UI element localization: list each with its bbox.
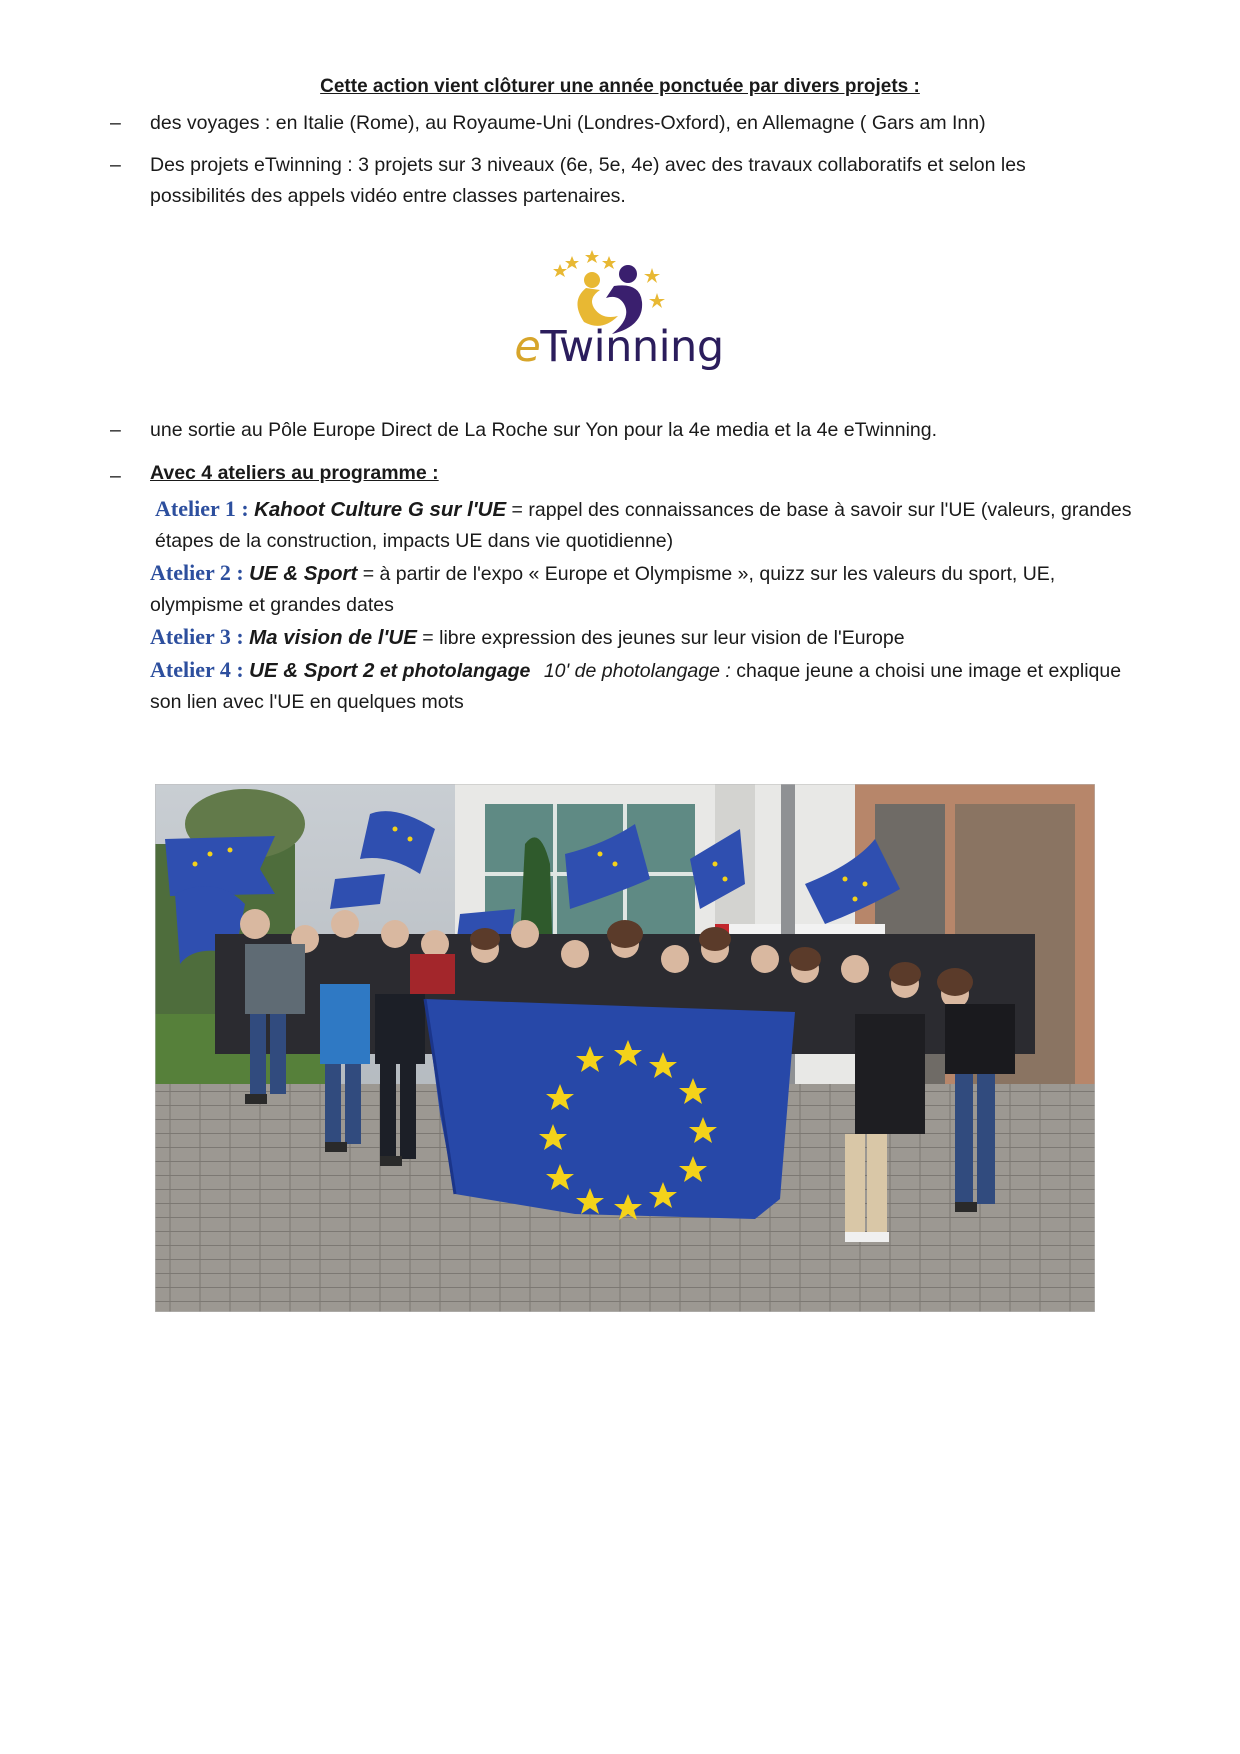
page-title: Cette action vient clôturer une année ponctuée par divers projets :: [320, 76, 920, 97]
atelier-label: Atelier 1 :: [155, 496, 249, 521]
atelier-text: libre expression des jeunes sur leur vision de l'Europe: [439, 627, 905, 649]
group-photo: [155, 784, 1095, 1312]
bullet-dash: –: [110, 465, 121, 487]
atelier-name: UE & Sport 2: [249, 659, 375, 682]
bullet-etwinning-text: Des projets eTwinning : 3 projets sur 3 niveaux (6e, 5e, 4e) avec des travaux collaboratifs et selon les possibilités des appels vidéo entre classes partenaires.: [150, 154, 1026, 207]
atelier-name: Kahoot Culture G sur l'UE: [254, 498, 507, 521]
etwinning-logo: [514, 246, 724, 376]
ateliers-list: [150, 493, 1140, 718]
atelier-italic: 10' de photolangage :: [543, 660, 731, 682]
atelier-2: [150, 557, 1140, 621]
atelier-text: chaque jeune a choisi une image et explique son lien avec l'UE en quelques mots: [150, 660, 1122, 713]
bullet-dash: –: [110, 154, 121, 176]
atelier-label: Atelier 2 :: [150, 560, 244, 585]
bullet-dash: –: [110, 419, 121, 441]
atelier-sep: =: [422, 627, 440, 649]
bullet-sortie-text: une sortie au Pôle Europe Direct de La Roche sur Yon pour la 4e media et la 4e eTwinning.: [150, 419, 938, 441]
atelier-sep: =: [362, 563, 380, 585]
atelier-label: Atelier 4 :: [150, 657, 244, 682]
atelier-name: UE & Sport: [249, 562, 358, 585]
atelier-1: [150, 493, 1140, 557]
atelier-sep: =: [511, 499, 529, 521]
bullet-voyages-text: des voyages : en Italie (Rome), au Royaume-Uni (Londres-Oxford), en Allemagne ( Gars am Inn): [150, 112, 986, 134]
programme-heading: Avec 4 ateliers au programme :: [150, 462, 439, 484]
atelier-sub: et photolangage: [379, 660, 531, 682]
group-photo-image: [155, 784, 1095, 1312]
atelier-3: [150, 621, 1140, 654]
atelier-label: Atelier 3 :: [150, 624, 244, 649]
bullet-voyages: [110, 108, 1120, 139]
bullet-dash: –: [110, 112, 121, 134]
bullet-sortie: [110, 415, 1120, 446]
atelier-text: à partir de l'expo « Europe et Olympisme », quizz sur les valeurs du sport, UE, olympisme et grandes dates: [150, 563, 1056, 616]
etwinning-wordmark: eTwinning: [514, 322, 724, 372]
atelier-name: Ma vision de l'UE: [249, 626, 417, 649]
bullet-etwinning: [110, 150, 1120, 212]
atelier-4: [150, 654, 1140, 718]
atelier-text: rappel des connaissances de base à savoir sur l'UE (valeurs, grandes étapes de la construction, impacts UE dans vie quotidienne): [155, 499, 1132, 552]
